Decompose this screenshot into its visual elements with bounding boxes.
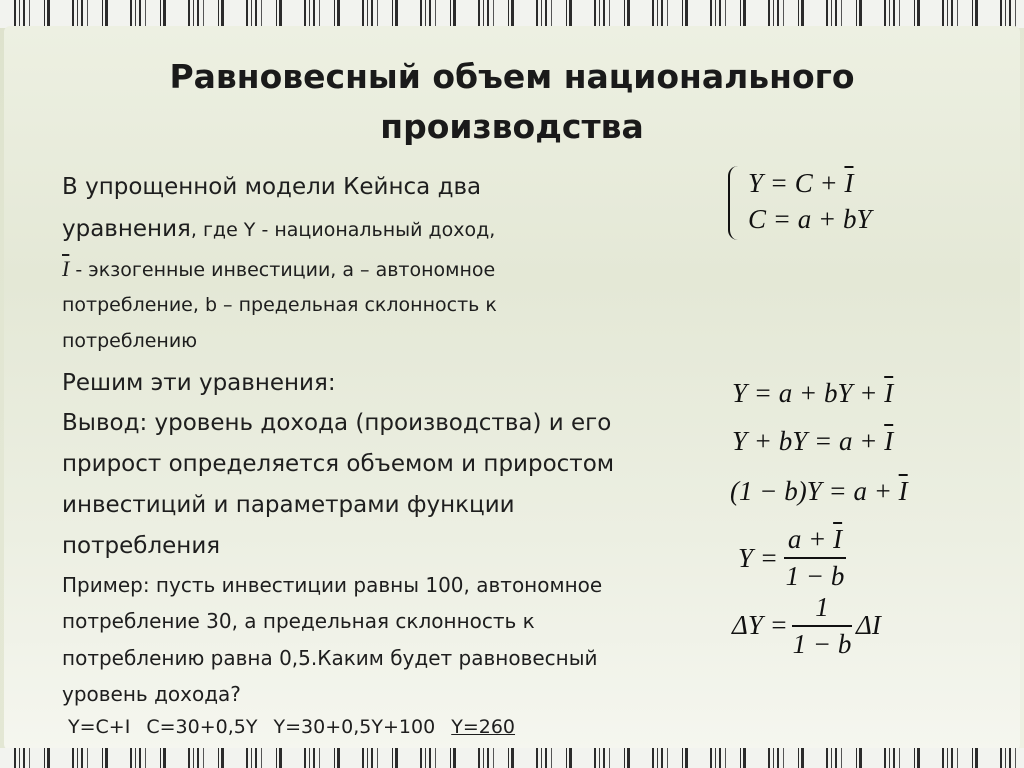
derivation-4-num-ibar: $\overline{I}$ — [833, 524, 843, 554]
intro-investment-definition: - экзогенные инвестиции, a – автономное — [69, 259, 496, 281]
answer-eq-3: Y=30+0,5Y+100 — [273, 716, 436, 738]
intro-line-4: потребление, b – предельная склонность к — [62, 294, 497, 316]
derivation-1 — [732, 378, 893, 409]
title-line-2: производства — [380, 107, 644, 146]
derivation-2 — [732, 426, 893, 457]
example-line-3: потреблению равна 0,5.Каким будет равновесный — [62, 646, 598, 670]
example-line-1: Пример: пусть инвестиции равны 100, автономное — [62, 573, 603, 597]
answer-eq-1: Y=C+I — [68, 716, 131, 738]
system-eq-1-ibar: $\overline{I}$ — [844, 168, 854, 198]
derivation-2-left: Y + bY = a + — [732, 426, 885, 456]
intro-line-1: В упрощенной модели Кейнса два — [62, 174, 482, 200]
answer-eq-2: C=30+0,5Y — [146, 716, 258, 738]
solve-label: Решим эти уравнения: — [62, 370, 336, 396]
derivation-5-numerator: 1 — [815, 592, 829, 622]
derivation-5-fraction-bar — [792, 625, 852, 627]
answer-row — [68, 716, 525, 738]
derivation-5-rhs: ΔI — [856, 610, 881, 640]
bottom-decor-band — [0, 748, 1024, 768]
title-line-1: Равновесный объем национального — [169, 57, 855, 96]
derivation-1-ibar: $\overline{I}$ — [884, 378, 894, 408]
derivation-5-fraction — [792, 592, 852, 660]
conclusion-line-2: прирост определяется объемом и приростом — [62, 451, 615, 477]
derivation-2-ibar: $\overline{I}$ — [884, 426, 894, 456]
system-eq-1-left: Y = C + — [748, 168, 845, 198]
example-line-2: потребление 30, а предельная склонность к — [62, 609, 535, 633]
derivation-3-ibar: $\overline{I}$ — [898, 476, 908, 506]
intro-line-2 — [62, 216, 495, 242]
derivation-5-lhs: ΔY = — [732, 610, 788, 640]
system-brace — [728, 166, 740, 240]
top-decor-band — [0, 0, 1024, 28]
derivation-5-denominator: 1 − b — [792, 629, 852, 659]
derivation-4-fraction-bar — [784, 557, 846, 559]
derivation-4-lhs: Y = — [738, 543, 778, 573]
derivation-4-num-left: a + — [787, 524, 834, 554]
system-eq-1 — [748, 168, 853, 199]
conclusion-line-1: Вывод: уровень дохода (производства) и его — [62, 410, 612, 436]
derivation-4-denominator: 1 − b — [785, 561, 845, 591]
example-line-4: уровень дохода? — [62, 682, 241, 706]
intro-line-5: потреблению — [62, 330, 198, 352]
derivation-4-fraction — [784, 524, 846, 592]
conclusion-line-4: потребления — [62, 533, 221, 559]
conclusion-line-3: инвестиций и параметрами функции — [62, 492, 515, 518]
investment-symbol: $\overline{I}$ — [62, 256, 70, 281]
derivation-4-numerator — [784, 524, 846, 555]
derivation-3 — [730, 476, 908, 507]
intro-line-3 — [62, 256, 495, 282]
intro-word-equations: уравнения — [62, 216, 191, 242]
answer-result: Y=260 — [451, 716, 516, 738]
system-eq-2: C = a + bY — [748, 204, 872, 234]
derivation-1-left: Y = a + bY + — [732, 378, 885, 408]
slide-title — [0, 52, 1024, 152]
intro-income-definition: , где Y - национальный доход, — [190, 219, 496, 241]
derivation-3-left: (1 − b)Y = a + — [730, 476, 899, 506]
